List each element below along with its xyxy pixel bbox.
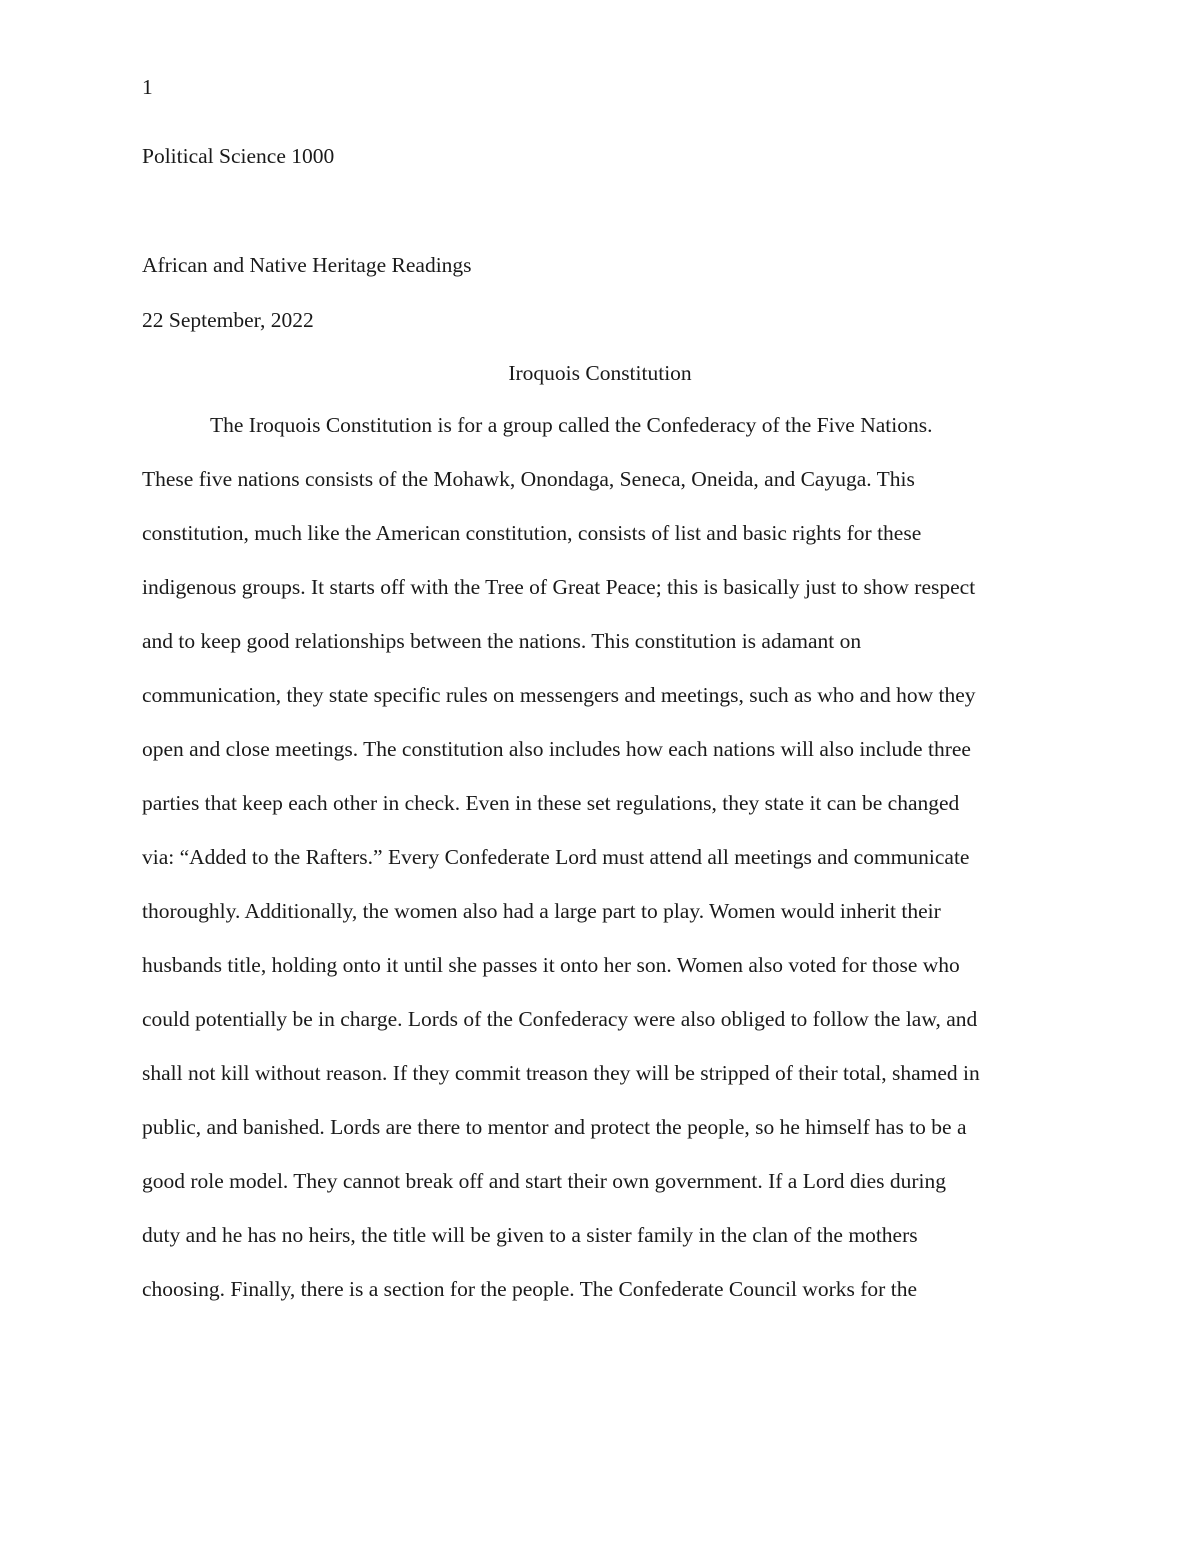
assignment-name: African and Native Heritage Readings xyxy=(142,253,472,277)
body-line: choosing. Finally, there is a section for the people. The Confederate Council works for the xyxy=(142,1277,917,1301)
body-line: and to keep good relationships between the nations. This constitution is adamant on xyxy=(142,629,862,653)
body-line: good role model. They cannot break off and start their own government. If a Lord dies during xyxy=(142,1169,947,1193)
body-line: The Iroquois Constitution is for a group called the Confederacy of the Five Nations. xyxy=(210,413,933,437)
body-line: public, and banished. Lords are there to mentor and protect the people, so he himself has to be a xyxy=(142,1115,967,1139)
document-date: 22 September, 2022 xyxy=(142,308,314,332)
body-line: thoroughly. Additionally, the women also had a large part to play. Women would inherit their xyxy=(142,899,941,923)
body-line: parties that keep each other in check. Even in these set regulations, they state it can be changed xyxy=(142,791,960,815)
body-line: indigenous groups. It starts off with the Tree of Great Peace; this is basically just to show respect xyxy=(142,575,976,599)
document-title: Iroquois Constitution xyxy=(508,361,692,385)
body-line: could potentially be in charge. Lords of the Confederacy were also obliged to follow the law, and xyxy=(142,1007,978,1031)
body-paragraph xyxy=(142,398,1072,1316)
body-line: duty and he has no heirs, the title will be given to a sister family in the clan of the mothers xyxy=(142,1223,918,1247)
body-line: These five nations consists of the Mohawk, Onondaga, Seneca, Oneida, and Cayuga. This xyxy=(142,467,915,491)
body-line: via: “Added to the Rafters.” Every Confederate Lord must attend all meetings and communicate xyxy=(142,845,970,869)
body-line: open and close meetings. The constitution also includes how each nations will also include three xyxy=(142,737,971,761)
body-line: constitution, much like the American constitution, consists of list and basic rights for these xyxy=(142,521,922,545)
body-line: communication, they state specific rules on messengers and meetings, such as who and how they xyxy=(142,683,976,707)
body-line: husbands title, holding onto it until she passes it onto her son. Women also voted for those who xyxy=(142,953,960,977)
body-line: shall not kill without reason. If they commit treason they will be stripped of their total, shamed in xyxy=(142,1061,980,1085)
course-name: Political Science 1000 xyxy=(142,144,335,168)
page-number: 1 xyxy=(142,75,153,99)
